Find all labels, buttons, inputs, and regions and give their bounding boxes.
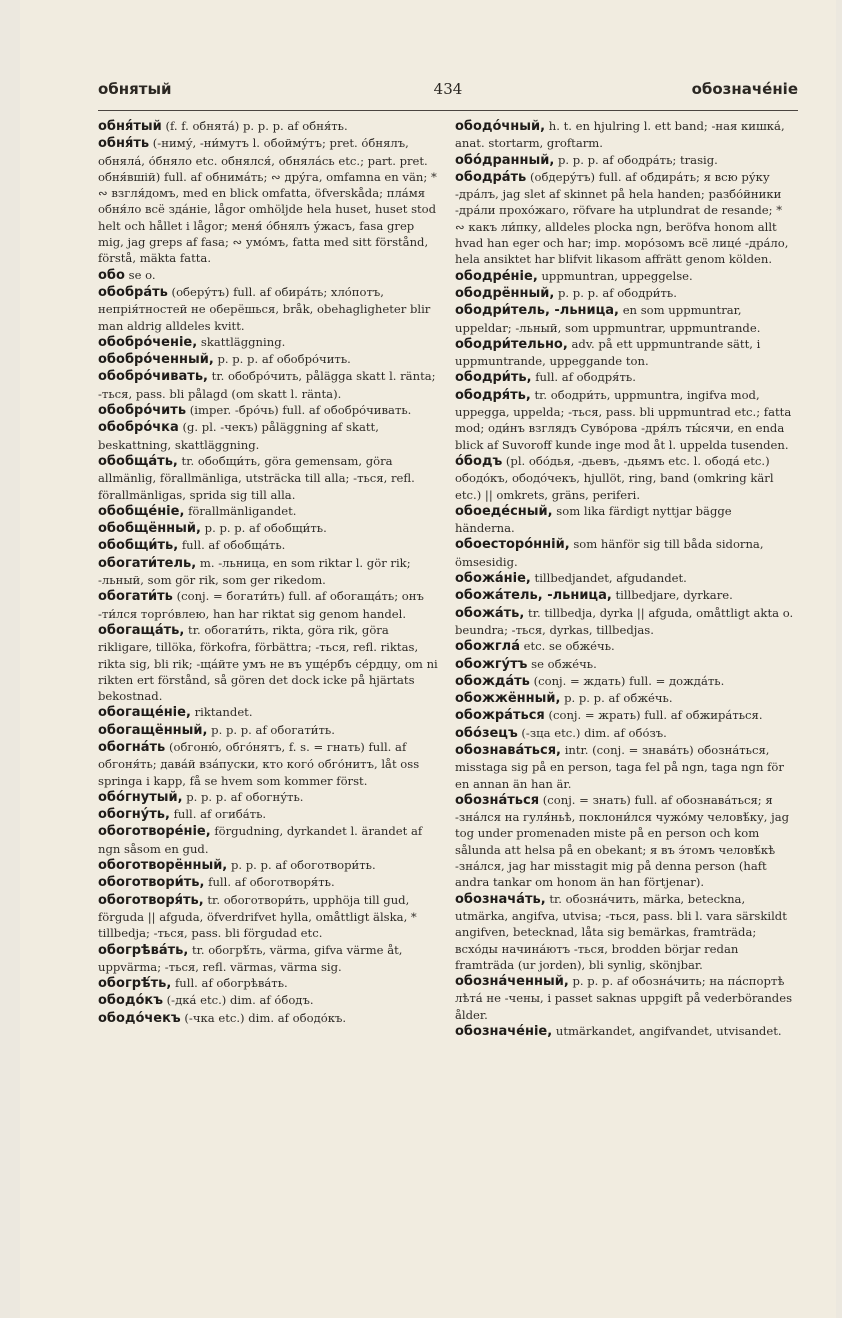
dictionary-entry <box>98 874 438 891</box>
entry-definition: tr. ободри́ть, uppmuntra, ingifva mod, uppegga, uppelda; -ться, pass. bli uppmuntrad etc.; fatta mod; оди́нъ взглядъ Суво́рова -дря́лъ ты́сячи, en enda blick af Suvoroff kunde inge mod åt l. uppelda tusenden. <box>455 387 792 452</box>
dictionary-entry <box>98 267 438 284</box>
entry-definition: adv. på ett uppmuntrande sätt, i uppmuntrande, uppeggande ton. <box>455 336 761 369</box>
entry-definition: tillbedjare, dyrkare. <box>615 588 733 603</box>
entry-headword: обогащáть, <box>98 622 185 638</box>
dictionary-entry <box>455 891 795 973</box>
entry-headword: обо́гнутый, <box>98 789 183 805</box>
entry-headword: обо́дранный, <box>455 152 555 168</box>
entry-definition: p. p. p. af обознáчить; на пáспортѣ лѣтá не -чены, i passet saknas uppgift på vederbörandes ålder. <box>455 974 793 1022</box>
entry-definition: (g. pl. -чекъ) påläggning af skatt, beskattning, skattläggning. <box>98 420 379 452</box>
entry-headword: обожáть, <box>455 605 525 621</box>
entry-definition: p. p. p. af обобщи́ть. <box>204 521 327 536</box>
dictionary-entry <box>455 285 795 302</box>
entry-definition: tr. обознáчить, märka, beteckna, utmärka, angifva, utvisa; -ться, pass. bli l. vara särskildt angifven, betecknad, låta sig bemärkas, framträda; всхо́ды начинáютъ -ться, brodden börjar redan framträda (ur jorden), bli synlig, skönjbar. <box>455 891 787 972</box>
dictionary-entry <box>98 453 438 503</box>
entry-headword: ободри́тель, -льница, <box>455 303 619 319</box>
entry-definition: tr. обоготвори́ть, upphöja till gud, förguda || afguda, öfverdrifvet hylla, omåttligt älska, * tillbedja; -ться, pass. bli förgudad etc. <box>98 892 417 941</box>
entry-definition: som lika färdigt nyttjar bägge händerna. <box>455 503 732 536</box>
dictionary-entry <box>455 387 795 453</box>
dictionary-entry <box>455 707 795 724</box>
entry-definition: (imper. -бро́чь) full. af обобро́чивать. <box>189 403 412 418</box>
entry-headword: ободо́чекъ <box>98 1010 181 1026</box>
dictionary-entry <box>455 605 795 639</box>
entry-headword: обожáтель, -льница, <box>455 588 612 604</box>
entry-definition: förallmänligandet. <box>188 503 297 518</box>
entry-headword: обожáніе, <box>455 571 531 587</box>
dictionary-entry <box>98 823 438 857</box>
dictionary-entry <box>455 673 795 690</box>
entry-headword: обобщённый, <box>98 521 201 537</box>
entry-headword: обожгу́тъ <box>455 656 528 672</box>
entry-headword: обобро́чка <box>98 420 179 436</box>
dictionary-entry <box>455 587 795 604</box>
entry-definition: etc. se обже́чь. <box>523 639 615 654</box>
entry-definition: (оберу́тъ) full. af обирáть; хло́потъ, непрія́тностей не оберёшься, bråk, obehagligheter blir man aldrig alldeles kvitt. <box>98 284 431 333</box>
dictionary-entry <box>455 742 795 792</box>
dictionary-entry <box>98 334 438 351</box>
entry-headword: обоеде́сный, <box>455 503 553 519</box>
entry-headword: обобро́ченный, <box>98 352 214 368</box>
entry-headword: ободо́къ <box>98 993 163 1009</box>
entry-headword: обоготворя́ть, <box>98 892 204 908</box>
entry-definition: p. p. p. af обобро́чить. <box>217 352 351 367</box>
entry-headword: обоготвори́ть, <box>98 875 205 891</box>
entry-headword: обогрѣвáть, <box>98 942 189 958</box>
dictionary-entry <box>455 1023 795 1040</box>
entry-headword: обогрѣ́ть, <box>98 976 172 992</box>
dictionary-entry <box>455 169 795 268</box>
entry-definition: (-чка etc.) dim. af ободо́къ. <box>184 1010 347 1025</box>
entry-definition: (-дкá etc.) dim. af о́бодъ. <box>166 993 314 1008</box>
entry-headword: обобщáть, <box>98 453 178 469</box>
dictionary-entry <box>98 739 438 789</box>
header-rule <box>98 110 798 111</box>
dictionary-entry <box>455 336 795 370</box>
dictionary-entry <box>455 973 795 1023</box>
entry-definition: (conj. = богати́ть) full. af обогащáть; онъ -ти́лся торго́влею, han har riktat sig genom handel. <box>98 589 424 621</box>
entry-headword: обобщи́ть, <box>98 538 179 554</box>
page-number: 434 <box>433 80 463 98</box>
entry-definition: p. p. p. af ободрáть; trasig. <box>557 152 718 167</box>
entry-definition: skattläggning. <box>200 334 286 349</box>
entry-headword: обобрáть <box>98 284 168 300</box>
entry-headword: о́бодъ <box>455 453 503 469</box>
dictionary-entry <box>98 622 438 704</box>
entry-headword: обня́ть <box>98 136 150 152</box>
dictionary-entry <box>455 656 795 673</box>
entry-definition: (pl. обо́дья, -дьевъ, -дьямъ etc. l. ободá etc.) ободо́къ, ободо́чекъ, hjullöt, ring, band (omkring kärl etc.) || omkrets, gräns, periferi. <box>455 453 774 502</box>
entry-headword: обогати́тель, <box>98 555 197 571</box>
entry-definition: (conj. = жрать) full. af обжирáться. <box>548 708 763 723</box>
header-first-word: обнятый <box>98 80 172 98</box>
entry-definition: tr. обогрѣ́ть, värma, gifva värme åt, uppvärma; -ться, refl. värmas, värma sig. <box>98 942 403 974</box>
entry-definition: full. af обоготворя́ть. <box>208 875 335 890</box>
entry-headword: ободо́чный, <box>455 119 546 134</box>
entry-headword: обождáть <box>455 673 530 689</box>
dictionary-entry <box>98 419 438 453</box>
entry-definition: (-зца etc.) dim. af обо́зъ. <box>521 725 667 740</box>
entry-headword: обня́тый <box>98 119 162 134</box>
entry-headword: обоготворённый, <box>98 858 228 874</box>
entry-definition: förgudning, dyrkandet l. ärandet af ngn såsom en gud. <box>98 824 423 856</box>
dictionary-entry <box>455 503 795 537</box>
entry-headword: обозначáть, <box>455 891 546 907</box>
dictionary-entry <box>98 368 438 402</box>
entry-headword: обозначе́ніе, <box>455 1024 553 1040</box>
dictionary-entry <box>455 725 795 742</box>
entry-headword: обогнáть <box>98 739 166 755</box>
entry-definition: p. p. p. af обоготвори́ть. <box>230 858 376 873</box>
entry-definition: intr. (conj. = знавáть) обознáться, misstaga sig på en person, taga fel på ngn, taga ngn för en annan än han är. <box>455 742 784 791</box>
dictionary-entry <box>98 704 438 721</box>
entry-headword: ободри́ть, <box>455 370 532 386</box>
entry-definition: (-ниму́, -ни́мутъ l. обойму́тъ; pret. о́бнялъ, обнялá, о́бняло etc. обнялся́, обнялáсь etc.; part. pret. обня́вшій) full. af обнимáть; ∾ дру́га, omfamna en vän; * ∾ взгля́домъ, med en blick omfatta, öfverskåda; плáмя обня́ло всё здáніе, lågor omhöljde hela huset, huset stod helt och hållet i lågor; меня́ о́бнялъ у́жасъ, fasa grep mig, jag greps af fasa; ∾ умо́мъ, fatta med sitt förstånd, förstå, mäkta fatta. <box>98 136 437 266</box>
dictionary-entry <box>98 789 438 806</box>
entry-definition: full. af ободря́ть. <box>535 370 636 385</box>
dictionary-entry <box>98 992 438 1009</box>
entry-definition: (f. f. обнятá) p. p. p. af обня́ть. <box>165 119 348 133</box>
entry-definition: se обже́чь. <box>531 656 597 671</box>
entry-headword: обоготворе́ніе, <box>98 824 211 840</box>
dictionary-entry <box>98 1010 438 1027</box>
entry-definition: (conj. = знать) full. af обознавáться; я -знáлся на гуля́ньѣ, поклони́лся чужо́му человѣ́ку, jag tog under promenaden miste på en person och kom sålunda att helsa på en obekant; я въ э́томъ человѣ́кѣ -знáлся, jag har misstagit mig på denna person (haft andra tankar om honom än han förtjenar). <box>455 792 790 890</box>
entry-definition: (обгоню́, обго́нятъ, f. s. = гнать) full. af обгоня́ть; давáй взáпуски, кто кого́ обго́нитъ, låt oss springa i kapp, få se hvem som kommer först. <box>98 739 420 788</box>
entry-definition: full. af обогрѣвáть. <box>174 976 288 991</box>
dictionary-entry <box>455 453 795 503</box>
dictionary-entry <box>98 402 438 419</box>
entry-headword: ободри́тельно, <box>455 336 568 352</box>
entry-headword: обобро́чивать, <box>98 369 208 385</box>
dictionary-entry <box>455 536 795 570</box>
entry-definition: utmärkandet, angifvandet, utvisandet. <box>555 1024 782 1039</box>
entry-headword: обоесторо́нній, <box>455 537 570 553</box>
dictionary-entry <box>98 135 438 266</box>
dictionary-entry <box>98 503 438 520</box>
dictionary-entry <box>98 806 438 823</box>
dictionary-entry <box>455 152 795 169</box>
entry-headword: обобще́ніе, <box>98 503 185 519</box>
entry-definition: p. p. p. af обже́чь. <box>564 691 673 706</box>
entry-headword: обогаще́ніе, <box>98 705 191 721</box>
entry-headword: обознáченный, <box>455 974 569 990</box>
dictionary-entry <box>455 792 795 891</box>
dictionary-entry <box>98 588 438 622</box>
dictionary-entry <box>98 351 438 368</box>
entry-definition: tr. обобщи́ть, göra gemensam, göra allmänlig, förallmänliga, utsträcka till alla; -ться, refl. förallmänligas, sprida sig till alla. <box>98 453 415 502</box>
entry-definition: full. af огибáть. <box>173 807 267 822</box>
dictionary-entry <box>455 690 795 707</box>
dictionary-entry <box>98 722 438 739</box>
right-column <box>455 118 795 1218</box>
entry-definition: p. p. p. af ободри́ть. <box>558 285 677 300</box>
dictionary-entry <box>98 118 438 135</box>
entry-headword: обогати́ть <box>98 589 173 605</box>
entry-definition: tr. обогати́ть, rikta, göra rik, göra rikligare, tillöka, förkofra, förbättra; -ться, refl. riktas, rikta sig, bli rik; -щáйте умъ не въ уще́рбъ се́рдцу, om ni rikten ert förstånd, så gören det dock icke på hjärtats bekostnad. <box>98 622 438 704</box>
dictionary-entry <box>455 268 795 285</box>
left-column <box>98 118 438 1218</box>
entry-headword: ободря́ть, <box>455 387 531 403</box>
entry-definition: som hänför sig till båda sidorna, ömsesidig. <box>455 537 764 569</box>
dictionary-entry <box>455 118 795 152</box>
dictionary-entry <box>98 520 438 537</box>
dictionary-entry <box>455 638 795 655</box>
dictionary-entry <box>455 369 795 386</box>
dictionary-entry <box>98 975 438 992</box>
entry-headword: обогну́ть, <box>98 807 170 823</box>
entry-headword: обознавáться, <box>455 742 561 758</box>
entry-definition: p. p. p. af обогати́ть. <box>211 722 335 737</box>
entry-headword: ободре́ніе, <box>455 268 538 284</box>
entry-definition: full. af обобщáть. <box>181 538 286 553</box>
entry-definition: h. t. en hjulring l. ett band; -ная кишкá, anat. stortarm, groftarm. <box>455 119 785 151</box>
dictionary-entry <box>98 284 438 334</box>
entry-headword: обожглá <box>455 639 520 655</box>
entry-definition: riktandet. <box>194 705 253 720</box>
entry-headword: ободрённый, <box>455 285 555 301</box>
entry-definition: p. p. p. af обогну́ть. <box>186 789 304 804</box>
dictionary-entry <box>98 892 438 942</box>
entry-headword: обогащённый, <box>98 722 208 738</box>
entry-definition: (обдеру́тъ) full. af обдирáть; я всю ру́ку -дрáлъ, jag slet af skinnet på hela handen; разбо́йники -дрáли прохо́жаго, röfvare ha utplundrat de resande; * ∾ какъ ли́пку, alldeles plocka ngn, beröfva honom allt hvad han eger och har; imp. моро́зомъ всё лицé -дрáло, hela ansiktet har blifvit likasom affrätt genom kölden. <box>455 169 789 267</box>
entry-definition: tr. tillbedja, dyrka || afguda, omåttligt akta o. beundra; -ться, dyrkas, tillbedjas. <box>455 605 794 637</box>
dictionary-entry <box>98 857 438 874</box>
entry-definition: se o. <box>128 267 156 282</box>
entry-definition: m. -льница, en som riktar l. gör rik; -льный, som gör rik, som ger rikedom. <box>98 555 411 588</box>
entry-definition: en som uppmuntrar, uppeldar; -льный, som uppmuntrar, uppmuntrande. <box>455 303 761 335</box>
entry-headword: обожжённый, <box>455 691 561 707</box>
entry-headword: обобро́чить <box>98 403 187 419</box>
dictionary-entry <box>455 302 795 336</box>
entry-definition: tillbedjandet, afgudandet. <box>534 571 687 586</box>
dictionary-entry <box>98 942 438 976</box>
page-header <box>98 80 798 104</box>
header-last-word: обозначе́ніе <box>691 80 798 98</box>
entry-headword: обо́зецъ <box>455 725 518 741</box>
entry-definition: tr. обобро́чить, pålägga skatt l. ränta; -ться, pass. bli pålagd (om skatt l. ränta). <box>98 369 436 401</box>
entry-definition: uppmuntran, uppeggelse. <box>541 268 693 283</box>
entry-headword: обознáться <box>455 792 540 808</box>
dictionary-entry <box>98 555 438 589</box>
entry-definition: (conj. = ждать) full. = дождáть. <box>533 673 725 688</box>
entry-headword: обожрáться <box>455 708 545 724</box>
dictionary-entry <box>455 570 795 587</box>
entry-headword: обо <box>98 267 125 283</box>
dictionary-entry <box>98 537 438 554</box>
entry-headword: ободрáть <box>455 169 527 185</box>
entry-headword: обобро́ченіе, <box>98 334 198 350</box>
